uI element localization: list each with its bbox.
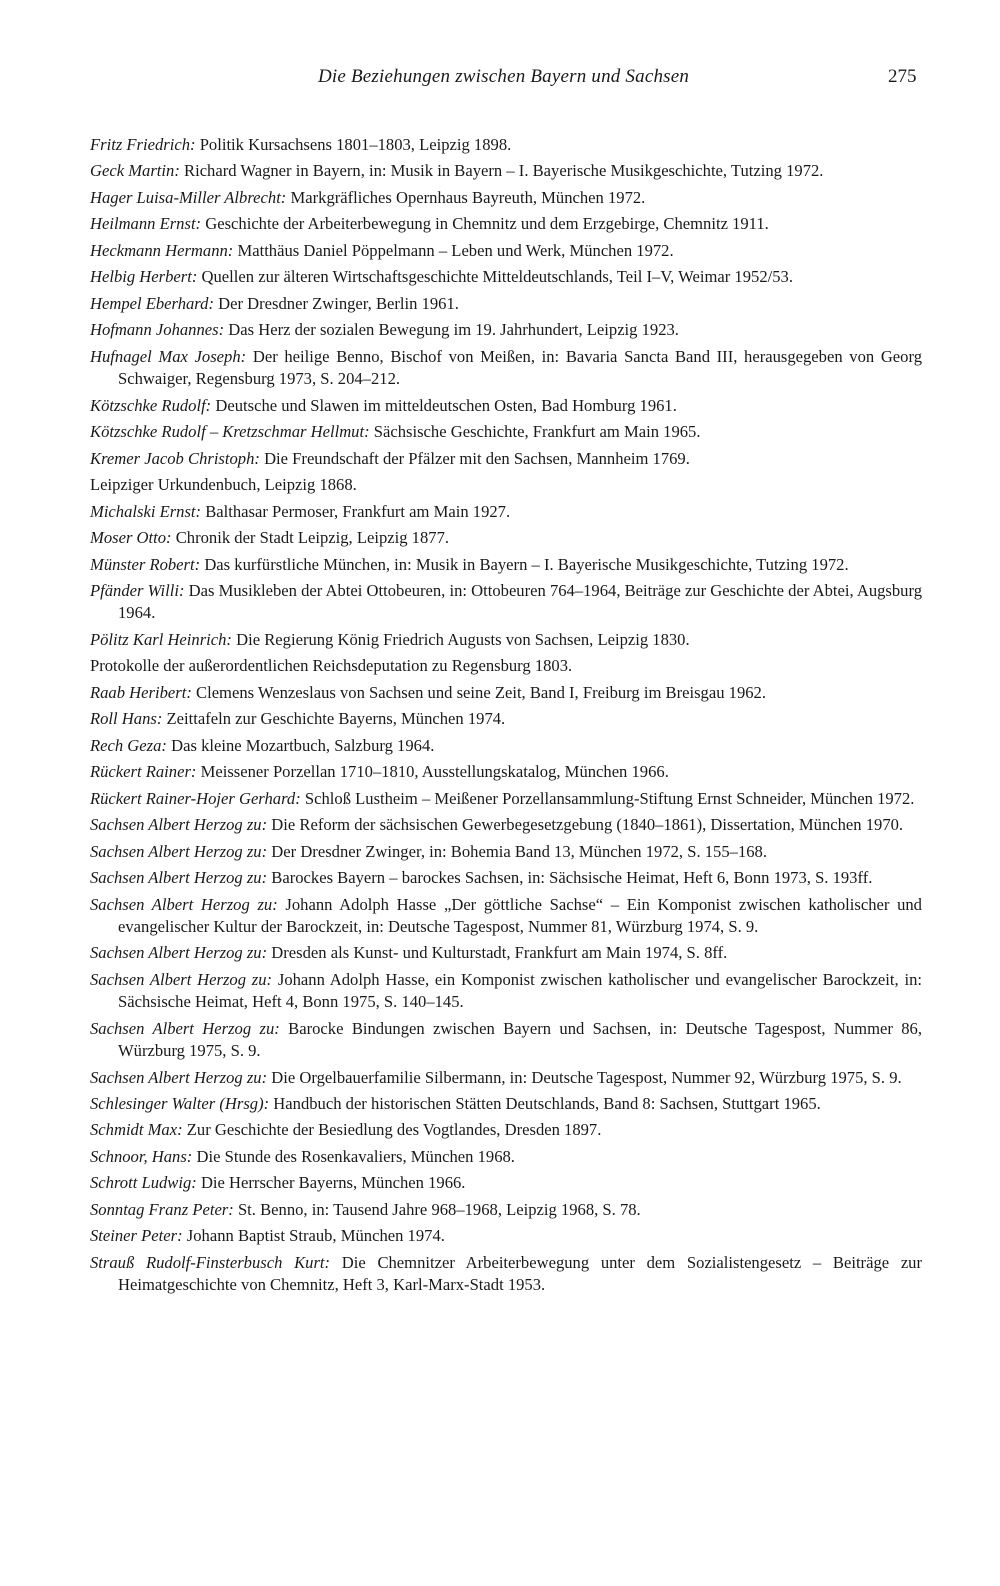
page-number: 275 xyxy=(888,66,917,87)
entry-author: Sachsen Albert Herzog zu: xyxy=(90,969,273,989)
entry-text: Geschichte der Arbeiterbewegung in Chemnitz und dem Erzgebirge, Chemnitz 1911. xyxy=(205,214,769,234)
entry-author: Rech Geza: xyxy=(90,735,167,755)
entry-text: Schloß Lustheim – Meißener Porzellansammlung-Stiftung Ernst Schneider, München 1972. xyxy=(304,788,915,808)
entry-text: Die Herrscher Bayerns, München 1966. xyxy=(200,1173,466,1193)
entry-author: Sachsen Albert Herzog zu: xyxy=(90,943,268,963)
entry-text: Politik Kursachsens 1801–1803, Leipzig 1898. xyxy=(199,135,512,154)
bibliography-entry xyxy=(90,761,922,783)
bibliography-entry xyxy=(90,395,922,417)
bibliography-entry xyxy=(90,814,922,836)
bibliography-entry xyxy=(90,213,922,235)
entry-author: Geck Martin: xyxy=(90,161,180,181)
entry-text: Die Orgelbauerfamilie Silbermann, in: Deutsche Tagespost, Nummer 92, Würzburg 1975, S. 9. xyxy=(271,1067,902,1087)
entry-author: Pfänder Willi: xyxy=(90,581,185,601)
entry-text: Sächsische Geschichte, Frankfurt am Main 1965. xyxy=(373,422,701,442)
entry-text: Der Dresdner Zwinger, Berlin 1961. xyxy=(218,293,459,313)
entry-author: Hempel Eberhard: xyxy=(90,293,214,313)
bibliography-entry xyxy=(90,788,922,810)
entry-author: Sachsen Albert Herzog zu: xyxy=(90,894,278,914)
entry-text: Der Dresdner Zwinger, in: Bohemia Band 13, München 1972, S. 155–168. xyxy=(271,841,767,861)
entry-text: Johann Baptist Straub, München 1974. xyxy=(186,1226,445,1246)
entry-author: Kremer Jacob Christoph: xyxy=(90,448,260,468)
entry-author: Pölitz Karl Heinrich: xyxy=(90,629,232,649)
entry-author: Sonntag Franz Peter: xyxy=(90,1199,234,1219)
entry-text: Das Herz der sozialen Bewegung im 19. Jahrhundert, Leipzig 1923. xyxy=(228,320,679,340)
entry-text: Chronik der Stadt Leipzig, Leipzig 1877. xyxy=(175,528,450,548)
entry-author: Raab Heribert: xyxy=(90,682,192,702)
entry-author: Schrott Ludwig: xyxy=(90,1173,197,1193)
bibliography-entry xyxy=(90,160,922,182)
entry-author: Kötzschke Rudolf – Kretzschmar Hellmut: xyxy=(90,422,370,442)
entry-author: Heilmann Ernst: xyxy=(90,214,202,234)
bibliography-entry xyxy=(90,1018,922,1063)
entry-text: Protokolle der außerordentlichen Reichsdeputation zu Regensburg 1803. xyxy=(90,656,573,676)
entry-text: Dresden als Kunst- und Kulturstadt, Frankfurt am Main 1974, S. 8ff. xyxy=(271,943,728,963)
entry-author: Sachsen Albert Herzog zu: xyxy=(90,1067,268,1087)
entry-text: Leipziger Urkundenbuch, Leipzig 1868. xyxy=(90,475,357,495)
entry-author: Rückert Rainer-Hojer Gerhard: xyxy=(90,788,301,808)
bibliography-entry xyxy=(90,319,922,341)
entry-text: Richard Wagner in Bayern, in: Musik in Bayern – I. Bayerische Musikgeschichte, Tutzing 1972. xyxy=(184,161,824,181)
entry-text: Barocke Bindungen zwischen Bayern und Sachsen, in: Deutsche Tagespost, Nummer 86, Würzburg 1975, S. 9. xyxy=(118,1018,922,1061)
bibliography-entry xyxy=(90,894,922,939)
entry-text: Deutsche und Slawen im mitteldeutschen Osten, Bad Homburg 1961. xyxy=(215,395,677,415)
bibliography-entry xyxy=(90,346,922,391)
entry-text: Quellen zur älteren Wirtschaftsgeschichte Mitteldeutschlands, Teil I–V, Weimar 1952/53. xyxy=(201,267,793,287)
bibliography-entry xyxy=(90,655,922,677)
bibliography-entry xyxy=(90,266,922,288)
bibliography-entry xyxy=(90,1067,922,1089)
entry-text: Zeittafeln zur Geschichte Bayerns, München 1974. xyxy=(166,709,506,729)
entry-text: Die Freundschaft der Pfälzer mit den Sachsen, Mannheim 1769. xyxy=(264,448,690,468)
entry-author: Hufnagel Max Joseph: xyxy=(90,346,247,366)
entry-text: Die Stunde des Rosenkavaliers, München 1968. xyxy=(196,1146,515,1166)
entry-author: Strauß Rudolf-Finsterbusch Kurt: xyxy=(90,1252,331,1272)
entry-author: Sachsen Albert Herzog zu: xyxy=(90,841,268,861)
entry-author: Sachsen Albert Herzog zu: xyxy=(90,815,268,835)
entry-author: Helbig Herbert: xyxy=(90,267,198,287)
bibliography-entry xyxy=(90,421,922,443)
entry-author: Kötzschke Rudolf: xyxy=(90,395,212,415)
bibliography-entry xyxy=(90,1199,922,1221)
entry-text: Zur Geschichte der Besiedlung des Vogtlandes, Dresden 1897. xyxy=(186,1120,602,1140)
bibliography-entry xyxy=(90,1172,922,1194)
bibliography-entry xyxy=(90,629,922,651)
bibliography-list xyxy=(90,134,922,1301)
bibliography-entry xyxy=(90,1093,922,1115)
bibliography-entry xyxy=(90,942,922,964)
running-header-title: Die Beziehungen zwischen Bayern und Sachsen xyxy=(318,66,690,87)
bibliography-entry xyxy=(90,1225,922,1247)
entry-text: Markgräfliches Opernhaus Bayreuth, München 1972. xyxy=(290,187,646,207)
entry-text: Das Musikleben der Abtei Ottobeuren, in: Ottobeuren 764–1964, Beiträge zur Geschichte der Abtei, Augsburg 1964. xyxy=(118,581,922,623)
bibliography-entry xyxy=(90,682,922,704)
bibliography-entry xyxy=(90,580,922,625)
bibliography-entry xyxy=(90,735,922,757)
bibliography-entry xyxy=(90,969,922,1014)
entry-author: Rückert Rainer: xyxy=(90,762,197,782)
entry-author: Heckmann Hermann: xyxy=(90,240,234,260)
entry-author: Sachsen Albert Herzog zu: xyxy=(90,868,268,888)
entry-text: Handbuch der historischen Stätten Deutschlands, Band 8: Sachsen, Stuttgart 1965. xyxy=(273,1093,821,1113)
bibliography-entry xyxy=(90,708,922,730)
entry-text: Meissener Porzellan 1710–1810, Ausstellungskatalog, München 1966. xyxy=(200,762,669,782)
bibliography-entry xyxy=(90,867,922,889)
bibliography-entry xyxy=(90,1252,922,1297)
entry-text: St. Benno, in: Tausend Jahre 968–1968, Leipzig 1968, S. 78. xyxy=(237,1199,641,1219)
entry-text: Matthäus Daniel Pöppelmann – Leben und Werk, München 1972. xyxy=(237,240,674,260)
entry-text: Barockes Bayern – barockes Sachsen, in: Sächsische Heimat, Heft 6, Bonn 1973, S. 193ff. xyxy=(271,868,873,888)
bibliography-entry xyxy=(90,448,922,470)
entry-author: Schmidt Max: xyxy=(90,1120,183,1140)
bibliography-entry xyxy=(90,554,922,576)
bibliography-entry xyxy=(90,187,922,209)
entry-author: Sachsen Albert Herzog zu: xyxy=(90,1018,280,1038)
entry-text: Balthasar Permoser, Frankfurt am Main 1927. xyxy=(205,501,511,521)
entry-text: Johann Adolph Hasse „Der göttliche Sachse“ – Ein Komponist zwischen katholischer und evangelischer Kultur der Barockzeit, in: Deutsche Tagespost, Nummer 81, Würzburg 1974, S. 9. xyxy=(118,894,922,936)
entry-author: Hager Luisa-Miller Albrecht: xyxy=(90,187,287,207)
entry-author: Schlesinger Walter (Hrsg): xyxy=(90,1093,270,1113)
entry-author: Roll Hans: xyxy=(90,709,163,729)
entry-author: Steiner Peter: xyxy=(90,1226,183,1246)
entry-text: Die Regierung König Friedrich Augusts von Sachsen, Leipzig 1830. xyxy=(236,629,690,649)
entry-author: Münster Robert: xyxy=(90,554,201,574)
bibliography-entry xyxy=(90,1119,922,1141)
entry-author: Schnoor, Hans: xyxy=(90,1146,193,1166)
bibliography-entry xyxy=(90,474,922,496)
entry-text: Das kleine Mozartbuch, Salzburg 1964. xyxy=(171,735,435,755)
entry-text: Der heilige Benno, Bischof von Meißen, in: Bavaria Sancta Band III, herausgegeben von Georg Schwaiger, Regensburg 1973, S. 204–212. xyxy=(118,346,922,389)
entry-author: Moser Otto: xyxy=(90,528,172,548)
entry-author: Michalski Ernst: xyxy=(90,501,202,521)
bibliography-entry xyxy=(90,501,922,523)
entry-text: Clemens Wenzeslaus von Sachsen und seine Zeit, Band I, Freiburg im Breisgau 1962. xyxy=(196,682,766,702)
bibliography-entry xyxy=(90,293,922,315)
bibliography-entry xyxy=(90,841,922,863)
bibliography-entry xyxy=(90,240,922,262)
entry-author: Hofmann Johannes: xyxy=(90,320,225,340)
entry-text: Die Chemnitzer Arbeiterbewegung unter dem Sozialistengesetz – Beiträge zur Heimatgeschichte von Chemnitz, Heft 3, Karl-Marx-Stadt 1953. xyxy=(118,1252,923,1295)
entry-text: Die Reform der sächsischen Gewerbegesetzgebung (1840–1861), Dissertation, München 1970. xyxy=(271,815,904,835)
entry-text: Johann Adolph Hasse, ein Komponist zwischen katholischer und evangelischer Barockzeit, in: Sächsische Heimat, Heft 4, Bonn 1975, S. 140–145. xyxy=(118,969,922,1012)
bibliography-entry xyxy=(90,134,922,156)
bibliography-entry xyxy=(90,527,922,549)
entry-author: Fritz Friedrich: xyxy=(90,135,196,154)
entry-text: Das kurfürstliche München, in: Musik in Bayern – I. Bayerische Musikgeschichte, Tutzing 1972. xyxy=(204,554,849,574)
bibliography-entry xyxy=(90,1146,922,1168)
